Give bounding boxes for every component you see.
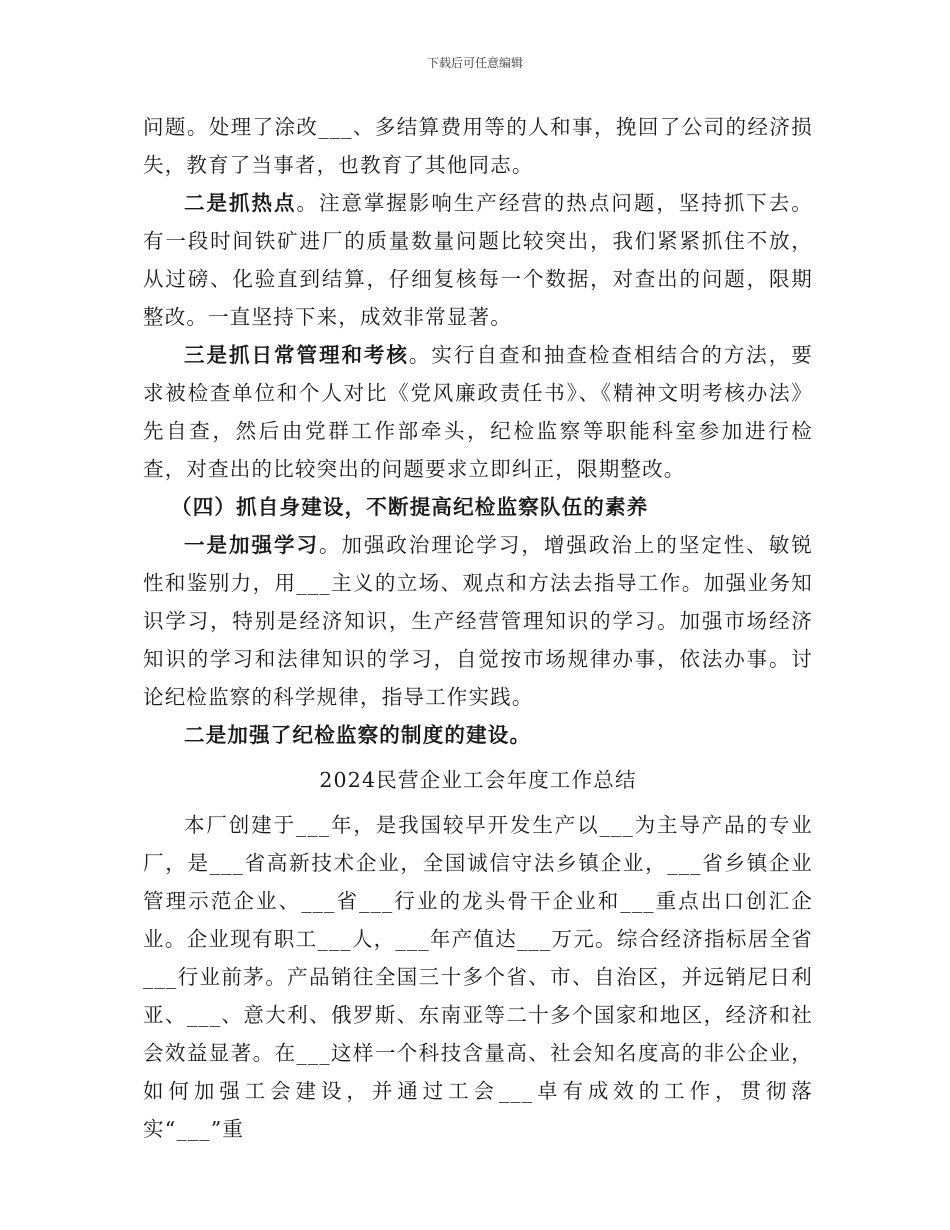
paragraph-lead: 二是加强了纪检监察的制度的建设。 <box>184 723 532 747</box>
paragraph-lead: 二是抓热点 <box>184 191 297 215</box>
header-note: 下载后可任意编辑 <box>426 56 523 70</box>
paragraph-hot-issues <box>143 184 813 336</box>
paragraph-company-intro: 本厂创建于___年，是我国较早开发生产以___为主导产品的专业厂，是___省高新技术企业，全国诚信守法乡镇企业，___省乡镇企业管理示范企业、___省___行业的龙头骨干企业和___重点出口创汇企业。企业现有职工___人，___年产值达___万元。综合经济指标居全省___行业前茅。产品销往全国三十多个省、市、自治区，并远销尼日利亚、___、意大利、俄罗斯、东南亚等二十多个国家和地区，经济和社会效益显著。在___这样一个科技含量高、社会知名度高的非公企业，如何加强工会建设，并通过工会___卓有成效的工作，贯彻落实“___”重 <box>143 813 813 1141</box>
paragraph-lead: 一是加强学习 <box>184 533 319 557</box>
paragraph-lead: 三是抓日常管理和考核 <box>184 343 409 367</box>
paragraph-text: 问题。处理了涂改___、多结算费用等的人和事，挽回了公司的经济损失，教育了当事者，也教育了其他同志。 <box>143 115 813 177</box>
paragraph-continuation <box>143 108 813 184</box>
paragraph-text: 。加强政治理论学习，增强政治上的坚定性、敏锐性和鉴别力，用___主义的立场、观点和方法去指导工作。加强业务知识学习，特别是经济知识，生产经营管理知识的学习。加强市场经济知识的学习和法律知识的学习，自觉按市场规律办事，依法办事。讨论纪检监察的科学规律，指导工作实践。 <box>143 533 813 709</box>
document-body <box>143 108 813 1148</box>
paragraph-system-building <box>143 716 813 754</box>
section-heading: （四）抓自身建设，不断提高纪检监察队伍的素养 <box>171 495 649 519</box>
paragraph-text: 。注意掌握影响生产经营的热点问题，坚持抓下去。有一段时间铁矿进厂的质量数量问题比较突出，我们紧紧抓住不放，从过磅、化验直到结算，仔细复核每一个数据，对查出的问题，限期整改。一直坚持下来，成效非常显著。 <box>143 191 813 329</box>
paragraph-daily-management <box>143 336 813 488</box>
paragraph-study <box>143 526 813 716</box>
paragraph-text: 。实行自查和抽查检查相结合的方法，要求被检查单位和个人对比《党风廉政责任书》、《精神文明考核办法》先自查，然后由党群工作部牵头，纪检监察等职能科室参加进行检查，对查出的比较突出的问题要求立即纠正，限期整改。 <box>143 343 813 481</box>
document-title: 2024民营企业工会年度工作总结 <box>319 768 637 792</box>
